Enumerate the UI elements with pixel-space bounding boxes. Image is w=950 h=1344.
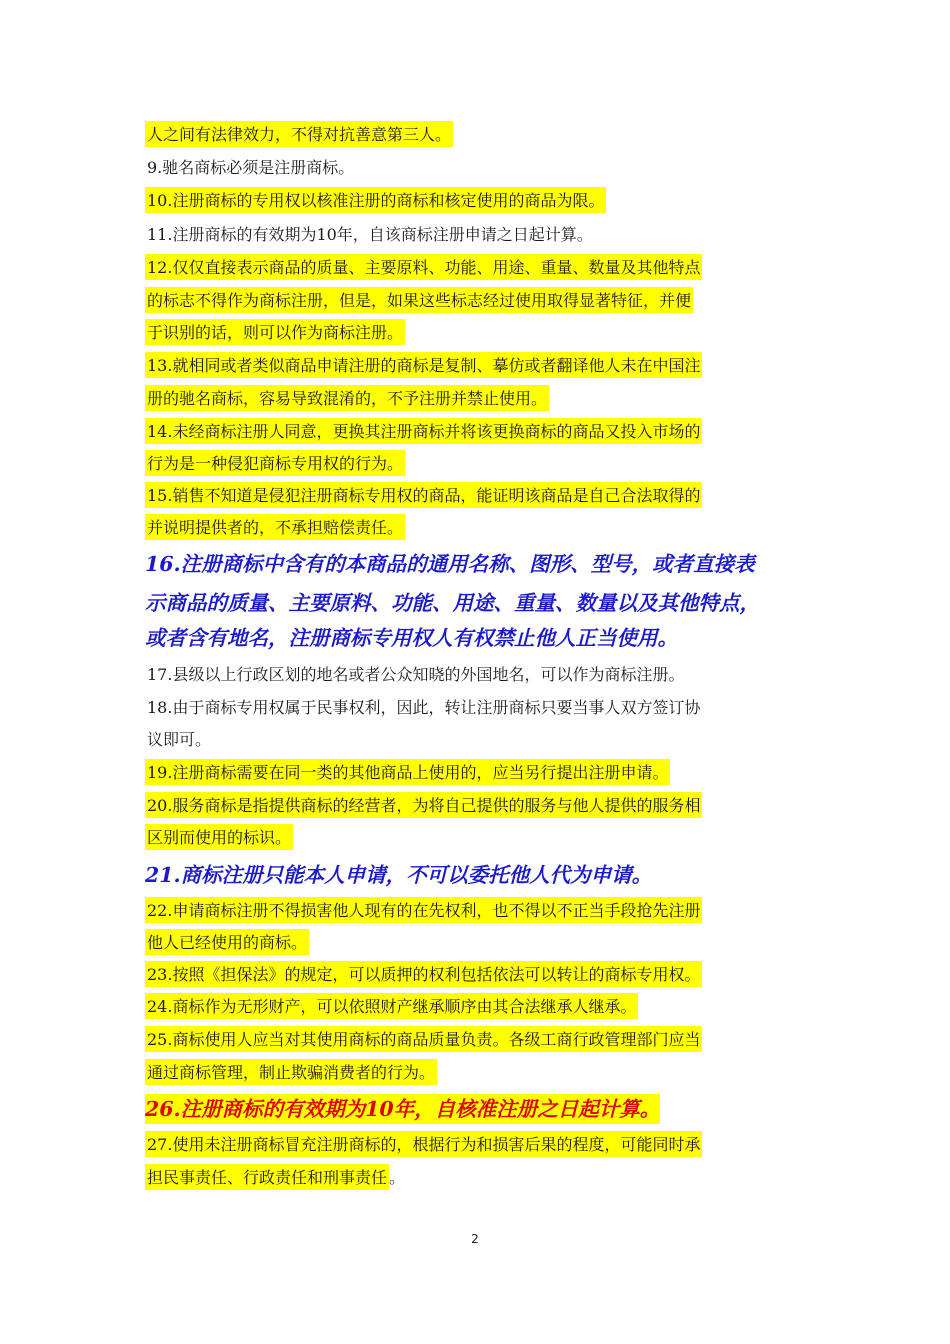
line: [145, 903, 815, 919]
highlighted-text: 20.服务商标是指提供商标的经营者，为将自己提供的服务与他人提供的服务相: [145, 792, 702, 818]
text: 议即可。: [147, 730, 212, 749]
highlighted-text: 19.注册商标需要在同一类的其他商品上使用的，应当另行提出注册申请。: [145, 759, 670, 785]
line: [145, 1137, 815, 1153]
line: [145, 1032, 815, 1048]
emphasized-text: 示商品的质量、主要原料、功能、用途、重量、数量以及其他特点，: [145, 591, 760, 615]
highlighted-text: 23.按照《担保法》的规定，可以质押的权利包括依法可以转让的商标专用权。: [145, 961, 702, 987]
highlighted-text: 并说明提供者的，不承担赔偿责任。: [145, 514, 405, 540]
line: [145, 765, 815, 781]
highlighted-text: 13.就相同或者类似商品申请注册的商标是复制、摹仿或者翻译他人未在中国注: [145, 352, 702, 378]
line: [145, 935, 815, 951]
highlighted-text: 册的驰名商标，容易导致混淆的，不予注册并禁止使用。: [145, 385, 549, 411]
line: [145, 967, 815, 983]
line: [145, 593, 815, 614]
highlighted-text: 区别而使用的标识。: [145, 824, 293, 850]
line: [145, 700, 815, 716]
line: [145, 1170, 815, 1186]
line: [145, 732, 815, 748]
line: [145, 293, 815, 309]
line: [145, 424, 815, 440]
line: [145, 325, 815, 341]
highlighted-text: 人之间有法律效力，不得对抗善意第三人。: [145, 121, 453, 147]
emphasized-text: 16.注册商标中含有的本商品的通用名称、图形、型号，或者直接表: [145, 552, 755, 576]
line: [145, 193, 815, 209]
highlighted-text: 25.商标使用人应当对其使用商标的商品质量负责。各级工商行政管理部门应当: [145, 1026, 702, 1052]
line: [145, 488, 815, 504]
line: [145, 830, 815, 846]
highlighted-text: 24.商标作为无形财产，可以依照财产继承顺序由其合法继承人继承。: [145, 993, 638, 1019]
line: [145, 554, 815, 575]
text: 9.驰名商标必须是注册商标。: [147, 158, 355, 177]
line: [145, 798, 815, 814]
line: [145, 1065, 815, 1081]
emphasized-text: 26.注册商标的有效期为10年，自核准注册之日起计算。: [145, 1094, 660, 1124]
highlighted-text: 15.销售不知道是侵犯注册商标专用权的商品，能证明该商品是自己合法取得的: [145, 482, 702, 508]
highlighted-text: 10.注册商标的专用权以核准注册的商标和核定使用的商品为限。: [145, 187, 606, 213]
text: 17.县级以上行政区划的地名或者公众知晓的外国地名，可以作为商标注册。: [147, 665, 685, 684]
line: [145, 999, 815, 1015]
highlighted-text: 12.仅仅直接表示商品的质量、主要原料、功能、用途、重量、数量及其他特点: [145, 254, 702, 280]
highlighted-text: 于识别的话，则可以作为商标注册。: [145, 319, 405, 345]
highlighted-text: 14.未经商标注册人同意，更换其注册商标并将该更换商标的商品又投入市场的: [145, 418, 702, 444]
line: [145, 667, 815, 683]
line: [145, 358, 815, 374]
line: [145, 391, 815, 407]
emphasized-text: 21.商标注册只能本人申请，不可以委托他人代为申请。: [145, 863, 653, 887]
line: [145, 227, 815, 243]
text: 18.由于商标专用权属于民事权利，因此，转让注册商标只要当事人双方签订协: [147, 698, 701, 717]
highlighted-text: 担民事责任、行政责任和刑事责任: [145, 1164, 389, 1190]
line: [145, 160, 815, 176]
line: [145, 520, 815, 536]
emphasized-text: 或者含有地名，注册商标专用权人有权禁止他人正当使用。: [145, 626, 678, 650]
line: [145, 456, 815, 472]
highlighted-text: 27.使用未注册商标冒充注册商标的，根据行为和损害后果的程度，可能同时承: [145, 1131, 702, 1157]
line: [145, 127, 815, 143]
highlighted-text: 行为是一种侵犯商标专用权的行为。: [145, 450, 405, 476]
line: [145, 628, 815, 649]
line: [145, 260, 815, 276]
line: [145, 865, 815, 886]
line: [145, 1099, 815, 1120]
text: 11.注册商标的有效期为10年，自该商标注册申请之日起计算。: [147, 225, 593, 244]
highlighted-text: 的标志不得作为商标注册，但是，如果这些标志经过使用取得显著特征，并便: [145, 287, 693, 313]
highlighted-text: 通过商标管理，制止欺骗消费者的行为。: [145, 1059, 437, 1085]
highlighted-text: 他人已经使用的商标。: [145, 929, 309, 955]
highlighted-text: 22.申请商标注册不得损害他人现有的在先权利，也不得以不正当手段抢先注册: [145, 897, 702, 923]
text: 。: [389, 1168, 406, 1187]
page-number: 2: [471, 1232, 479, 1246]
